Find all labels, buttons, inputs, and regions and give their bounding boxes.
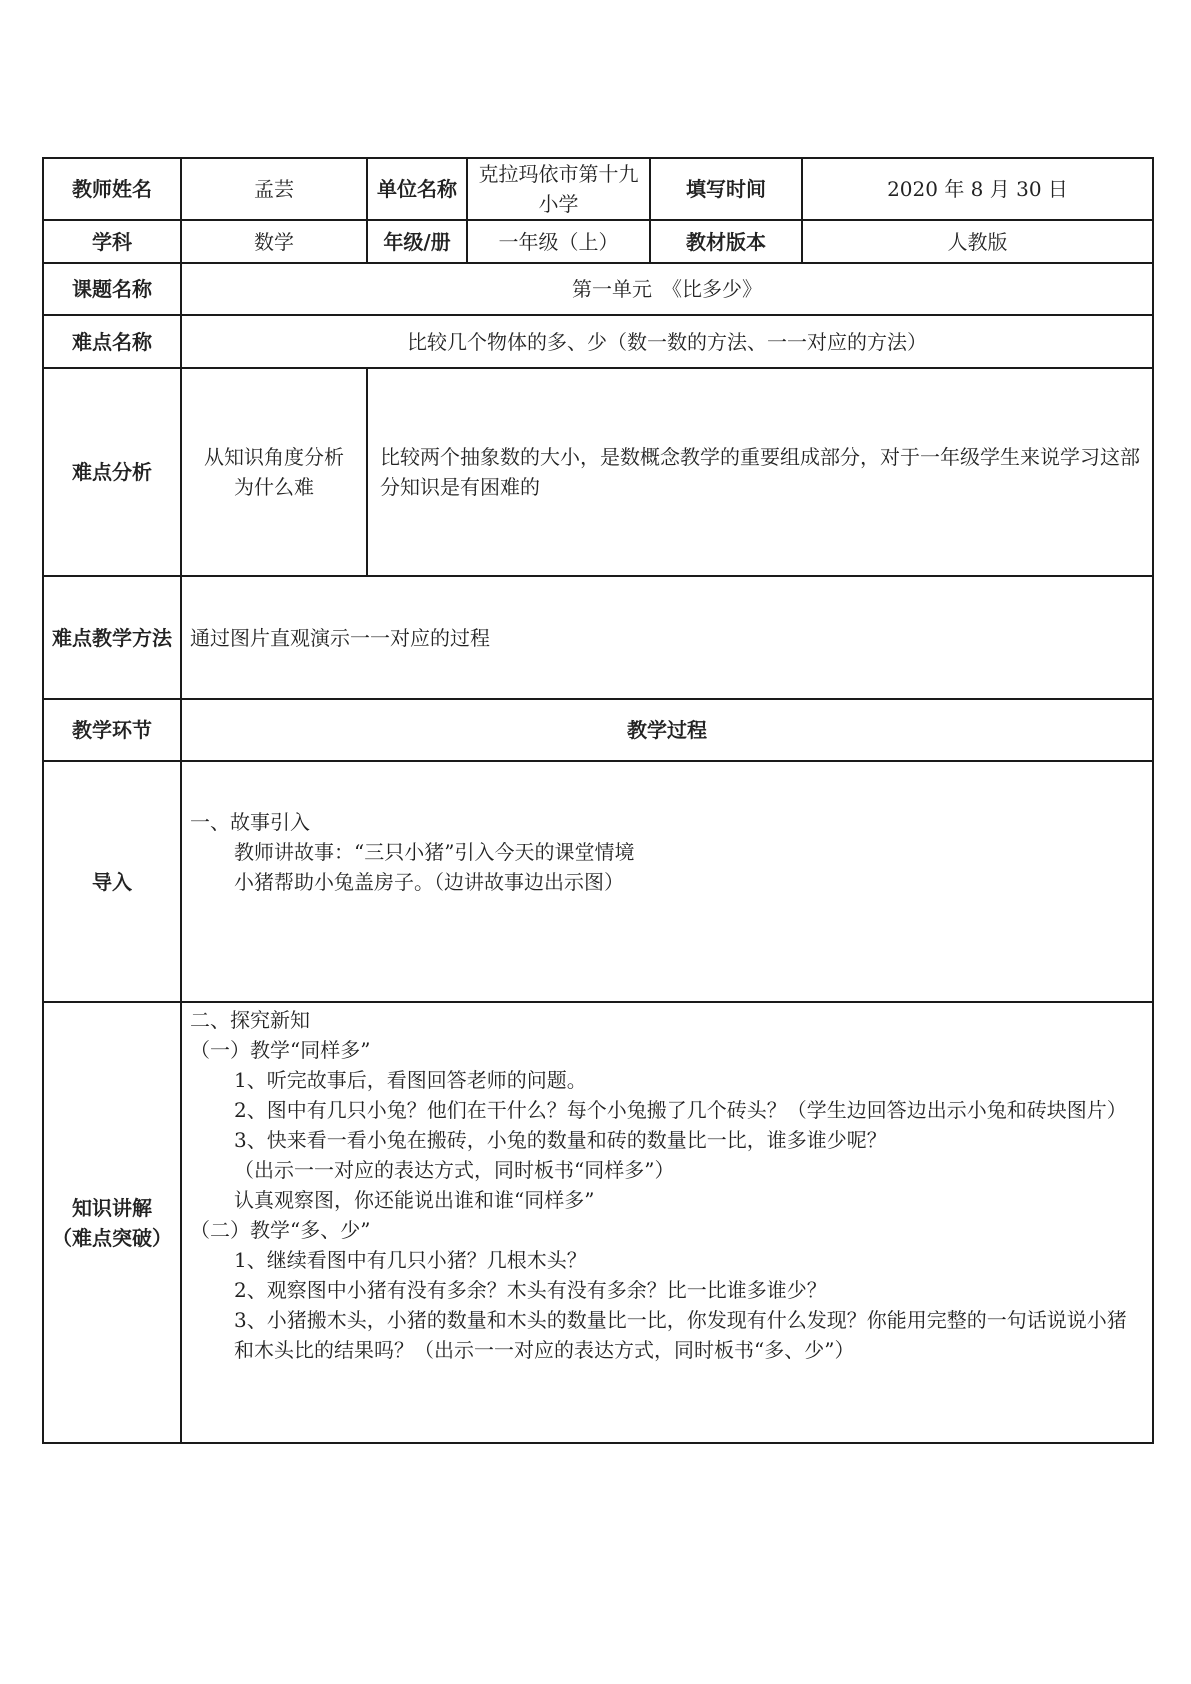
process-header-label: 教学环节 [43, 699, 181, 761]
analysis-sub-label-text: 从知识角度分析为什么难 [204, 445, 344, 499]
knowledge-line: （出示一一对应的表达方式，同时板书“同样多”） [234, 1158, 675, 1182]
knowledge-row [43, 1002, 1153, 1443]
intro-row [43, 761, 1153, 1002]
topic-value: 第一单元 《比多少》 [181, 263, 1153, 315]
subject-label: 学科 [43, 220, 181, 263]
intro-line: 小猪帮助小兔盖房子。（边讲故事边出示图） [234, 869, 624, 894]
lesson-plan-table [42, 157, 1154, 1444]
difficulty-row [43, 315, 1153, 368]
method-label: 难点教学方法 [43, 576, 181, 699]
header-row-2 [43, 220, 1153, 263]
knowledge-line: 2、图中有几只小兔？他们在干什么？每个小兔搬了几个砖头？（学生边回答边出示小兔和砖块图片） [234, 1098, 1127, 1122]
intro-label: 导入 [43, 761, 181, 1002]
header-row-1 [43, 158, 1153, 220]
analysis-row [43, 368, 1153, 576]
knowledge-line: 1、继续看图中有几只小猪？几根木头？ [234, 1248, 587, 1272]
analysis-value [367, 368, 1153, 576]
knowledge-line: 认真观察图，你还能说出谁和谁“同样多” [234, 1188, 595, 1212]
knowledge-line: 二、探究新知 [190, 1008, 310, 1032]
date-label: 填写时间 [650, 158, 802, 220]
process-header-value: 教学过程 [181, 699, 1153, 761]
knowledge-label-line2: （难点突破） [52, 1225, 172, 1250]
subject-value: 数学 [181, 220, 367, 263]
knowledge-label-line1: 知识讲解 [72, 1195, 152, 1220]
knowledge-line: 3、小猪搬木头，小猪的数量和木头的数量比一比，你发现有什么发现？你能用完整的一句话说说小猪和木头比的结果吗？（出示一一对应的表达方式，同时板书“多、少”） [234, 1308, 1127, 1362]
difficulty-label: 难点名称 [43, 315, 181, 368]
knowledge-line: 1、听完故事后，看图回答老师的问题。 [234, 1068, 587, 1092]
knowledge-label [43, 1002, 181, 1443]
teacher-value: 孟芸 [181, 158, 367, 220]
difficulty-value: 比较几个物体的多、少（数一数的方法、一一对应的方法） [181, 315, 1153, 368]
textbook-label: 教材版本 [650, 220, 802, 263]
date-value: 2020 年 8 月 30 日 [802, 158, 1153, 220]
analysis-label: 难点分析 [43, 368, 181, 576]
unit-value: 克拉玛依市第十九小学 [467, 158, 650, 220]
knowledge-line: （一）教学“同样多” [190, 1038, 371, 1062]
grade-value: 一年级（上） [467, 220, 650, 263]
topic-label: 课题名称 [43, 263, 181, 315]
method-value: 通过图片直观演示一一对应的过程 [181, 576, 1153, 699]
knowledge-line: （二）教学“多、少” [190, 1218, 371, 1242]
method-row [43, 576, 1153, 699]
analysis-sub-label [181, 368, 367, 576]
topic-row [43, 263, 1153, 315]
analysis-value-text: 比较两个抽象数的大小，是数概念教学的重要组成部分，对于一年级学生来说学习这部分知识是有困难的 [380, 445, 1140, 499]
textbook-value: 人教版 [802, 220, 1153, 263]
knowledge-content [181, 1002, 1153, 1443]
unit-label: 单位名称 [367, 158, 467, 220]
intro-line: 教师讲故事：“三只小猪”引入今天的课堂情境 [234, 839, 635, 864]
grade-label: 年级/册 [367, 220, 467, 263]
process-header-row [43, 699, 1153, 761]
intro-line: 一、故事引入 [190, 809, 310, 834]
knowledge-line: 3、快来看一看小兔在搬砖，小兔的数量和砖的数量比一比，谁多谁少呢？ [234, 1128, 887, 1152]
knowledge-line: 2、观察图中小猪有没有多余？木头有没有多余？比一比谁多谁少？ [234, 1278, 827, 1302]
intro-content [181, 761, 1153, 1002]
teacher-label: 教师姓名 [43, 158, 181, 220]
